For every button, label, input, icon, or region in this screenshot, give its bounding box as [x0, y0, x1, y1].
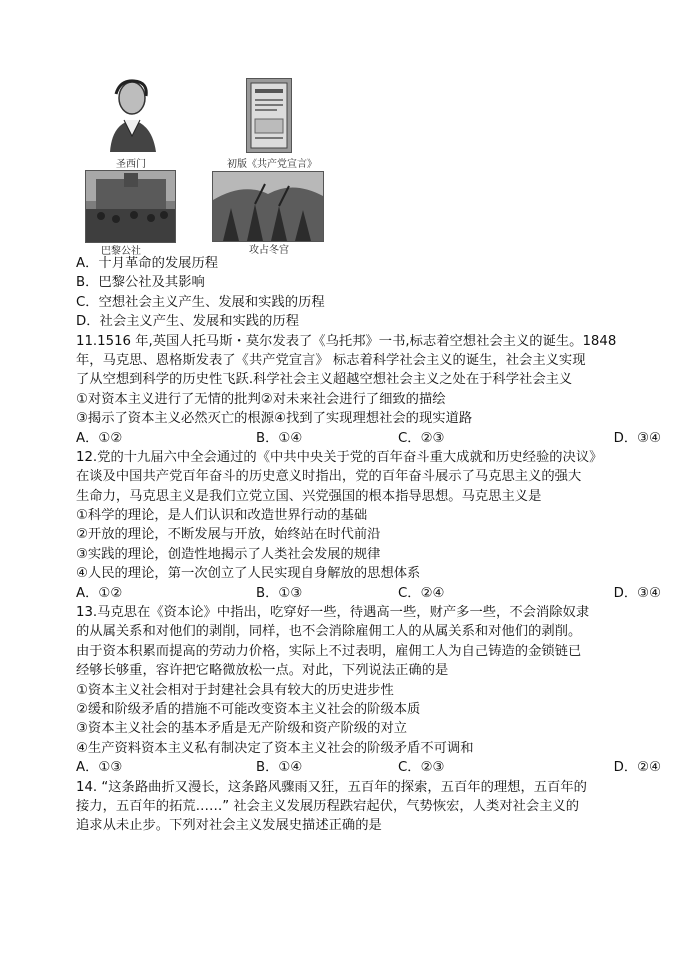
- q12-stem-line: 在谈及中国共产党百年奋斗的历史意义时指出，党的百年奋斗展示了马克思主义的强大: [76, 469, 582, 485]
- q12-item: ③实践的理论，创造性地揭示了人类社会发展的规律: [76, 546, 381, 562]
- q10-option-b: B．巴黎公社及其影响: [76, 275, 205, 291]
- q13-item: ③资本主义社会的基本矛盾是无产阶级和资产阶级的对立: [76, 721, 408, 737]
- q11-stem-line: 年，马克思、恩格斯发表了《共产党宣言》 标志着科学社会主义的诞生，社会主义实现: [76, 352, 586, 368]
- q11-choice-d: D．③④: [613, 430, 661, 446]
- q11-choice-b: B．①④: [256, 430, 303, 446]
- q13-choice-b: B．①④: [256, 760, 303, 776]
- paris-commune-scene: [86, 171, 175, 242]
- saint-simon-caption: 圣西门: [116, 159, 146, 170]
- q11-choice-a: A．①②: [76, 430, 123, 446]
- q10-option-a: A．十月革命的发展历程: [76, 256, 219, 271]
- winter-palace-image: [212, 171, 324, 242]
- q14-stem-line: 14. “这条路曲折又漫长，这条路风骤雨又狂，五百年的探索，五百年的理想，五百年的: [76, 779, 587, 795]
- winter-palace-caption: 攻占冬宫: [249, 245, 289, 256]
- winter-palace-scene: [213, 172, 323, 241]
- q11-choices: [76, 429, 661, 448]
- q13-choice-a: A．①③: [76, 760, 123, 776]
- q12-item: ②开放的理论，不断发展与开放，始终站在时代前沿: [76, 527, 381, 543]
- q13-stem-line: 由于资本积累而提高的劳动力价格，实际上不过表明，雇佣工人为自己铸造的金锁链已: [76, 643, 582, 659]
- question-text: [76, 254, 661, 836]
- paris-commune-image: [85, 170, 176, 243]
- q11-item: ③揭示了资本主义必然灭亡的根源④找到了实现理想社会的现实道路: [76, 411, 473, 427]
- manifesto-image: [246, 78, 292, 153]
- q12-choice-b: B．①③: [256, 585, 303, 601]
- q10-option-c: C．空想社会主义产生、发展和实践的历程: [76, 294, 325, 310]
- q12-choice-c: C．②④: [398, 585, 445, 601]
- q12-item: ④人民的理论，第一次创立了人民实现自身解放的思想体系: [76, 566, 421, 582]
- q13-item: ④生产资料资本主义私有制决定了资本主义社会的阶级矛盾不可调和: [76, 740, 474, 756]
- saint-simon-portrait: [102, 76, 162, 152]
- q12-stem-line: 生命力，马克思主义是我们立党立国、兴党强国的根本指导思想。马克思主义是: [76, 488, 542, 504]
- q13-stem-line: 13.马克思在《资本论》中指出，吃穿好一些，待遇高一些，财产多一些，不会消除奴隶: [76, 605, 590, 621]
- q11-stem-line: 了从空想到科学的历史性飞跃.科学社会主义超越空想社会主义之处在于科学社会主义: [76, 372, 573, 388]
- q12-choice-a: A．①②: [76, 585, 123, 601]
- q12-choices: [76, 584, 661, 603]
- q10-option-d: D．社会主义产生、发展和实践的历程: [76, 314, 299, 330]
- q12-choice-d: D．③④: [613, 585, 661, 601]
- q14-stem-line: 接力，五百年的拓荒……” 社会主义发展历程跌宕起伏，气势恢宏，人类对社会主义的: [76, 798, 580, 814]
- q11-stem-line: 11.1516 年,英国人托马斯・莫尔发表了《乌托邦》一书,标志着空想社会主义的诞生。1848: [76, 333, 617, 349]
- q14-stem-line: 追求从未止步。下列对社会主义发展史描述正确的是: [76, 818, 382, 834]
- paris-commune-caption: 巴黎公社: [101, 246, 141, 257]
- q13-item: ①资本主义社会相对于封建社会具有较大的历史进步性: [76, 682, 394, 698]
- q12-stem-line: 12.党的十九届六中全会通过的《中共中央关于党的百年奋斗重大成就和历史经验的决议》: [76, 449, 603, 465]
- q11-item: ①对资本主义进行了无情的批判②对未来社会进行了细致的描绘: [76, 391, 446, 407]
- q13-choice-d: D．②④: [613, 760, 661, 776]
- q12-item: ①科学的理论，是人们认识和改造世界行动的基础: [76, 508, 368, 524]
- portrait-drawing: [102, 76, 162, 152]
- q13-stem-line: 经够长够重，容许把它略微放松一点。对此，下列说法正确的是: [76, 663, 449, 679]
- q13-item: ②缓和阶级矛盾的措施不可能改变资本主义社会的阶级本质: [76, 701, 421, 717]
- manifesto-cover: [247, 79, 291, 152]
- q13-choices: [76, 758, 661, 777]
- q11-choice-c: C．②③: [398, 430, 445, 446]
- q13-choice-c: C．②③: [398, 760, 445, 776]
- q13-stem-line: 的从属关系和对他们的剥削，同样，也不会消除雇佣工人的从属关系和对他们的剥削。: [76, 624, 582, 640]
- manifesto-caption: 初版《共产党宣言》: [227, 159, 317, 170]
